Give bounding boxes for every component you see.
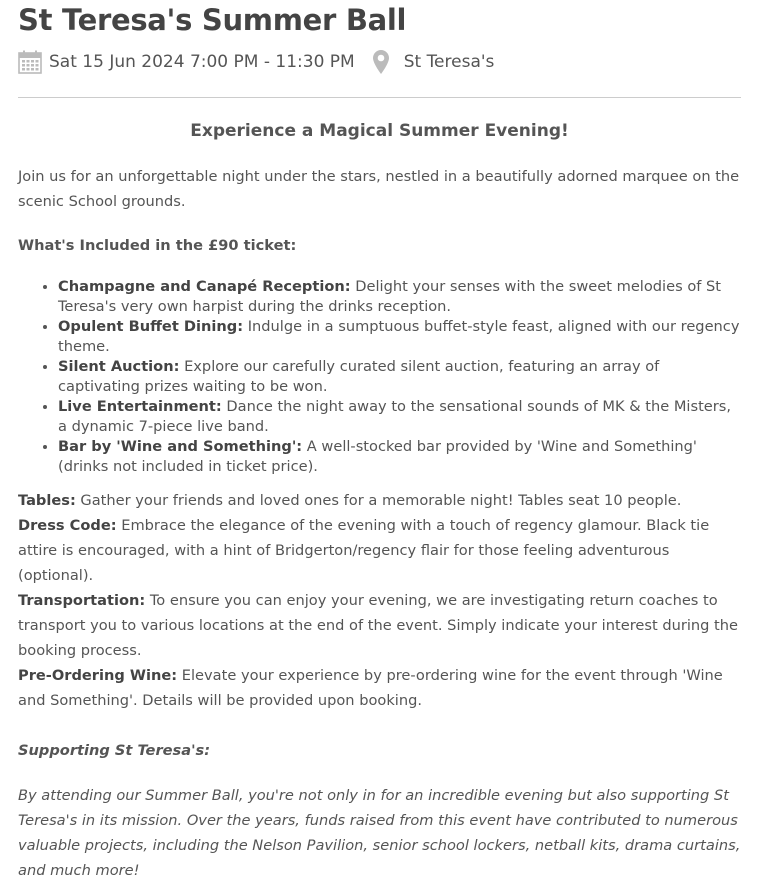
section-heading: Experience a Magical Summer Evening! bbox=[190, 121, 569, 141]
included-heading: What's Included in the £90 ticket: bbox=[18, 237, 297, 254]
divider bbox=[18, 97, 741, 98]
intro-text: Join us for an unforgettable night under the stars, nestled in a beautifully adorned marquee on the scenic School grounds. bbox=[18, 168, 740, 210]
feature-text: A well-stocked bar provided by 'Wine and Something' (drinks not included in ticket price). bbox=[58, 438, 697, 475]
detail-text: Embrace the elegance of the evening with a touch of regency glamour. Black tie attire is encouraged, with a hint of Bridgerton/regency flair for those feeling adventurous (optional). bbox=[18, 517, 710, 584]
event-datetime: Sat 15 Jun 2024 7:00 PM - 11:30 PM bbox=[49, 52, 355, 72]
feature-label: Champagne and Canapé Reception: bbox=[58, 278, 351, 295]
event-location: St Teresa's bbox=[403, 52, 495, 72]
detail-dress-code bbox=[18, 513, 741, 588]
detail-text: Elevate your experience by pre-ordering wine for the event through 'Wine and Something'. Details will be provided upon booking. bbox=[18, 667, 723, 709]
feature-text: Explore our carefully curated silent auction, featuring an array of captivating prizes waiting to be won. bbox=[58, 358, 660, 395]
features-list bbox=[18, 277, 741, 477]
list-item bbox=[58, 437, 741, 477]
detail-label: Pre-Ordering Wine: bbox=[18, 667, 178, 684]
feature-label: Opulent Buffet Dining: bbox=[58, 318, 244, 335]
feature-text: Dance the night away to the sensational sounds of MK & the Misters, a dynamic 7-piece live band. bbox=[58, 398, 732, 435]
calendar-icon bbox=[18, 50, 42, 74]
support-text: By attending our Summer Ball, you're not only in for an incredible evening but also supporting St Teresa's in its mission. Over the years, funds raised from this event have contributed to numerous valuable projects, including the Nelson Pavilion, senior school lockers, netball kits, drama curtains, and much more! bbox=[18, 787, 741, 879]
detail-transportation bbox=[18, 588, 741, 663]
details-section bbox=[18, 488, 741, 713]
detail-label: Dress Code: bbox=[18, 517, 117, 534]
detail-label: Transportation: bbox=[18, 592, 146, 609]
detail-pre-ordering-wine bbox=[18, 663, 741, 713]
detail-text: To ensure you can enjoy your evening, we are investigating return coaches to transport you to various locations at the end of the event. Simply indicate your interest during the booking process. bbox=[18, 592, 738, 659]
feature-label: Live Entertainment: bbox=[58, 398, 222, 415]
list-item bbox=[58, 357, 741, 397]
event-page bbox=[18, 0, 741, 883]
detail-label: Tables: bbox=[18, 492, 76, 509]
event-meta bbox=[18, 47, 741, 77]
feature-text: Indulge in a sumptuous buffet-style feast, aligned with our regency theme. bbox=[58, 318, 740, 355]
detail-text: Gather your friends and loved ones for a memorable night! Tables seat 10 people. bbox=[75, 492, 682, 509]
event-title: St Teresa's Summer Ball bbox=[18, 3, 407, 37]
list-item bbox=[58, 317, 741, 357]
map-pin-icon bbox=[373, 50, 389, 74]
feature-label: Silent Auction: bbox=[58, 358, 180, 375]
feature-label: Bar by 'Wine and Something': bbox=[58, 438, 303, 455]
list-item bbox=[58, 397, 741, 437]
support-heading: Supporting St Teresa's: bbox=[18, 742, 211, 759]
detail-tables bbox=[18, 488, 741, 513]
list-item bbox=[58, 277, 741, 317]
feature-text: Delight your senses with the sweet melodies of St Teresa's very own harpist during the drinks reception. bbox=[58, 278, 722, 315]
